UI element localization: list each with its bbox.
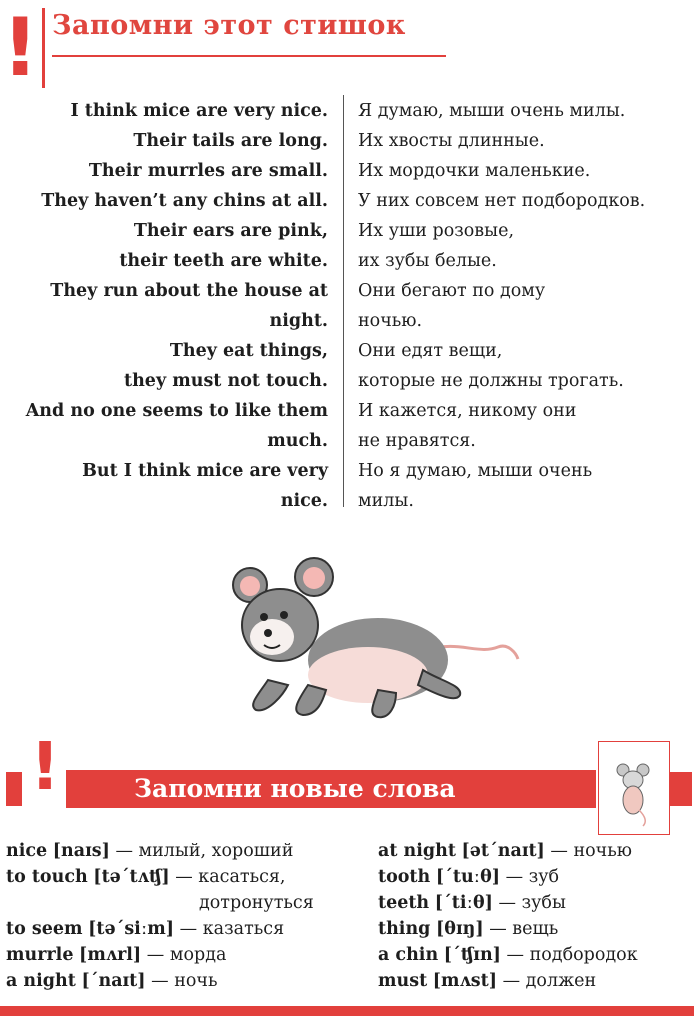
mouse-back-paw-2	[372, 690, 396, 717]
mouse-belly	[308, 647, 428, 703]
vocab-meaning: — милый, хороший	[115, 841, 294, 861]
poem-line-ru: Их уши розовые,	[358, 221, 515, 241]
vocab-list-left	[6, 838, 314, 994]
poem-line-ru: ночью.	[358, 311, 423, 331]
poem-line-ru: Их мордочки маленькие.	[358, 161, 591, 181]
poem-line-ru: Они едят вещи,	[358, 341, 503, 361]
vocab-term: to seem	[6, 919, 83, 939]
vocab-transcription: [θɪŋ]	[436, 919, 484, 939]
mouse-thumbnail-icon	[599, 742, 669, 834]
banner-strip-left	[6, 772, 22, 806]
vocab-transcription: [mʌrl]	[79, 945, 142, 965]
poem-line-en: Their tails are long.	[133, 131, 328, 151]
vocab-entry	[378, 968, 638, 994]
vocab-term: a night	[6, 971, 76, 991]
vocab-transcription: [´naɪt]	[81, 971, 146, 991]
poem-line-en: they must not touch.	[124, 371, 328, 391]
title-underline	[52, 55, 446, 57]
bottom-rule	[0, 1006, 694, 1016]
title-accent-line	[42, 8, 45, 88]
poem-line-ru: которые не должны трогать.	[358, 371, 624, 391]
section-title-vocab: Запомни новые слова	[134, 774, 456, 803]
poem-line-en: nice.	[280, 491, 328, 511]
vocab-meaning: — казаться	[179, 919, 285, 939]
vocab-entry-continuation	[6, 890, 314, 916]
vocab-meaning: — ночью	[550, 841, 633, 861]
vocab-meaning: — должен	[502, 971, 597, 991]
vocab-banner	[66, 770, 596, 808]
poem-line-ru: Но я думаю, мыши очень	[358, 461, 593, 481]
mouse-ear-left-inner	[240, 576, 260, 596]
mouse-nose	[264, 629, 272, 637]
mouse-front-paw-2	[296, 685, 326, 715]
vocab-entry	[378, 916, 638, 942]
vocab-entry	[378, 890, 638, 916]
poem-line-ru: не нравятся.	[358, 431, 476, 451]
vocab-entry	[378, 864, 638, 890]
vocab-term: teeth	[378, 893, 430, 913]
vocab-term: murrle	[6, 945, 74, 965]
mouse-front-paw	[253, 680, 288, 710]
poem-line-en: I think mice are very nice.	[70, 101, 328, 121]
poem-line-en: Their murrles are small.	[88, 161, 328, 181]
mouse-thumbnail	[598, 741, 670, 835]
vocab-meaning: — зубы	[498, 893, 566, 913]
vocab-meaning: — касаться,	[175, 867, 286, 887]
poem-line-en: They run about the house at	[50, 281, 328, 301]
vocab-term: thing	[378, 919, 431, 939]
poem-english	[0, 96, 328, 516]
poem-line-en: night.	[269, 311, 328, 331]
vocab-list-right	[378, 838, 638, 994]
poem-line-ru: милы.	[358, 491, 414, 511]
vocab-meaning: — ночь	[151, 971, 218, 991]
vocab-meaning: — подбородок	[506, 945, 638, 965]
poem-line-en: much.	[267, 431, 328, 451]
vocab-entry	[6, 916, 314, 942]
vocab-transcription: [´tiːθ]	[434, 893, 493, 913]
vocab-term: must	[378, 971, 428, 991]
vocab-transcription: [tə´siːm]	[88, 919, 175, 939]
mouse-muzzle	[250, 619, 294, 655]
mouse-eye-left	[260, 613, 268, 621]
vocab-meaning: — вещь	[489, 919, 559, 939]
poem-line-ru: У них совсем нет подбородков.	[358, 191, 646, 211]
poem-line-ru: Их хвосты длинные.	[358, 131, 545, 151]
vocab-meaning: — зуб	[505, 867, 560, 887]
poem-line-ru: их зубы белые.	[358, 251, 497, 271]
vocab-term: to touch	[6, 867, 88, 887]
banner-strip-right	[668, 772, 692, 806]
exclamation-icon: !	[2, 1, 39, 94]
poem-line-en: They haven’t any chins at all.	[41, 191, 328, 211]
mouse-ear-right-inner	[303, 567, 325, 589]
vocab-entry	[6, 968, 314, 994]
vocab-entry	[378, 942, 638, 968]
poem-line-en: their teeth are white.	[119, 251, 328, 271]
vocab-transcription: [´ʧɪn]	[443, 945, 501, 965]
vocab-meaning: — морда	[146, 945, 227, 965]
mouse-illustration	[228, 555, 528, 725]
poem-divider	[343, 95, 344, 507]
vocab-term: a chin	[378, 945, 439, 965]
vocab-transcription: [´tuːθ]	[435, 867, 501, 887]
vocab-entry	[6, 864, 314, 890]
mouse-eye-right	[280, 611, 288, 619]
vocab-transcription: [naɪs]	[52, 841, 110, 861]
poem-line-ru: Они бегают по дому	[358, 281, 546, 301]
section-title-poem: Запомни этот стишок	[52, 10, 406, 41]
exclamation-icon: !	[30, 728, 61, 805]
poem-russian	[358, 96, 694, 516]
poem-line-en: And no one seems to like them	[25, 401, 328, 421]
poem-line-en: They eat things,	[169, 341, 328, 361]
vocab-entry	[6, 838, 314, 864]
vocab-transcription: [ət´naɪt]	[461, 841, 545, 861]
poem-line-en: Their ears are pink,	[133, 221, 328, 241]
poem-line-ru: И кажется, никому они	[358, 401, 577, 421]
vocab-transcription: [tə´tʌʧ]	[93, 867, 170, 887]
vocab-meaning: дотронуться	[199, 893, 314, 913]
vocab-entry	[378, 838, 638, 864]
vocab-term: tooth	[378, 867, 431, 887]
vocab-term: nice	[6, 841, 48, 861]
vocab-term: at night	[378, 841, 456, 861]
vocab-entry	[6, 942, 314, 968]
vocab-transcription: [mʌst]	[432, 971, 497, 991]
poem-line-ru: Я думаю, мыши очень милы.	[358, 101, 626, 121]
poem-line-en: But I think mice are very	[82, 461, 328, 481]
